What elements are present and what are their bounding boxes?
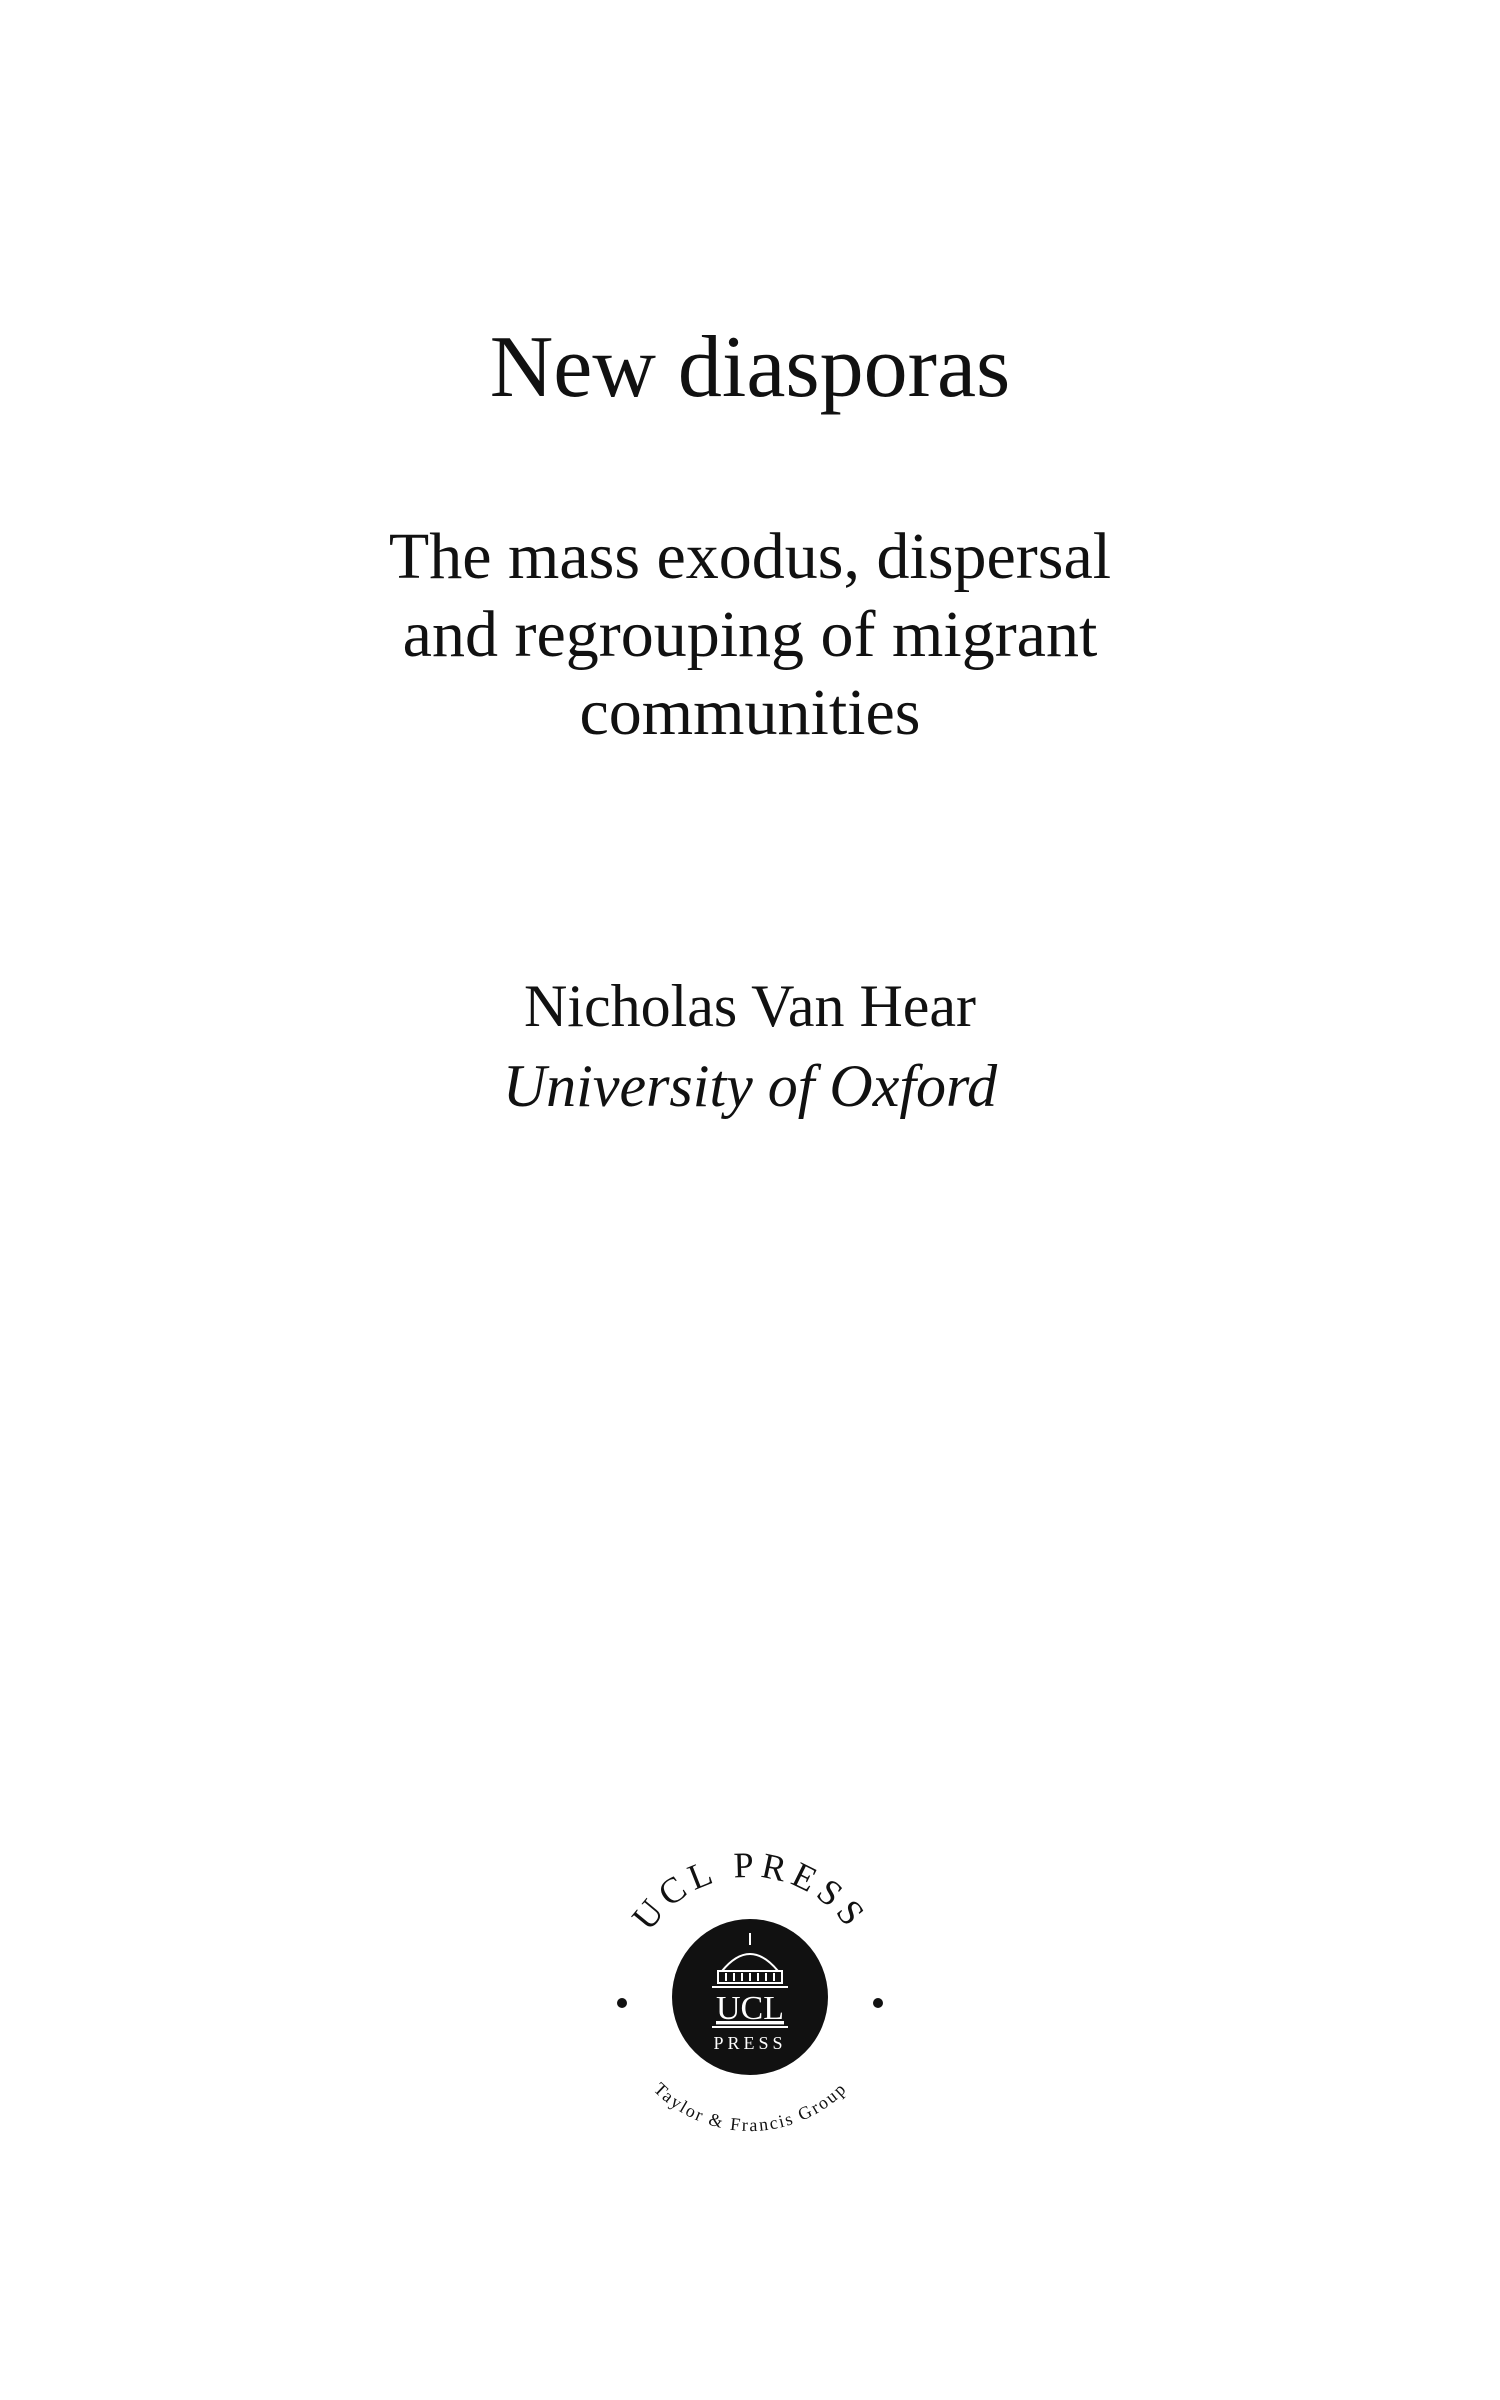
logo-dot-left	[617, 1998, 627, 2008]
book-subtitle	[0, 518, 1500, 752]
publisher-logo	[600, 1845, 900, 2145]
logo-outer-top-text: UCL PRESS	[624, 1845, 877, 1938]
subtitle-line: and regrouping of migrant	[402, 598, 1098, 671]
logo-inner-bottom-text: PRESS	[713, 2033, 787, 2053]
book-title: New diasporas	[489, 319, 1011, 416]
logo-outer-bottom-text: Taylor & Francis Group	[649, 2078, 851, 2136]
logo-dot-right	[873, 1998, 883, 2008]
author-name: Nicholas Van Hear	[523, 973, 977, 1039]
author-affiliation: University of Oxford	[502, 1053, 998, 1119]
logo-inner-top-text: UCL	[716, 1990, 784, 2027]
subtitle-line: The mass exodus, dispersal	[388, 520, 1112, 593]
subtitle-line: communities	[579, 676, 921, 749]
